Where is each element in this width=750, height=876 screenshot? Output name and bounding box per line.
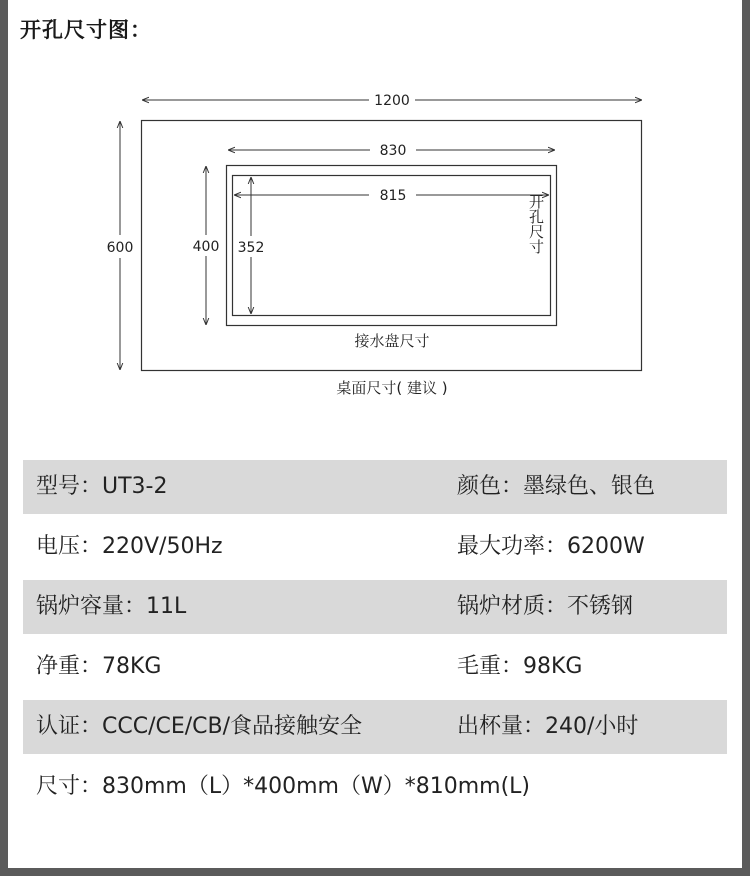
spec-row-weight: [23, 640, 727, 694]
spec-voltage: 电压：220V/50Hz: [36, 534, 223, 559]
dim-352-label: 352: [237, 240, 265, 256]
spec-dimensions: 尺寸：830mm（L）*400mm（W）*810mm(L): [36, 774, 530, 799]
spec-certification: 认证：CCC/CE/CB/食品接触安全: [36, 714, 363, 739]
spec-sheet: [8, 0, 742, 868]
desk-size-label: 桌面尺寸( 建议 ): [336, 379, 448, 397]
cutout-dimension-diagram: [8, 0, 742, 420]
drip-tray-size-label: 接水盘尺寸: [354, 332, 430, 350]
spec-row-dimensions: [23, 760, 727, 814]
spec-boiler-capacity: 锅炉容量：11L: [36, 594, 187, 619]
cutout-size-label: 开孔尺寸: [527, 194, 545, 254]
spec-row-certification: [23, 700, 727, 754]
spec-model: 型号：UT3-2: [36, 474, 168, 499]
dim-600-label: 600: [106, 240, 134, 256]
spec-row-model: [23, 460, 727, 514]
spec-output: 出杯量：240/小时: [457, 714, 639, 739]
dim-815-label: 815: [379, 188, 407, 204]
spec-gross-weight: 毛重：98KG: [457, 654, 583, 679]
spec-color: 颜色：墨绿色、银色: [457, 474, 656, 499]
dim-400-label: 400: [192, 239, 220, 255]
page-title: 开孔尺寸图：: [20, 18, 152, 42]
spec-boiler-material: 锅炉材质：不锈钢: [457, 594, 634, 619]
spec-net-weight: 净重：78KG: [36, 654, 162, 679]
dim-830-label: 830: [379, 143, 407, 159]
spec-row-voltage: [23, 520, 727, 574]
spec-max-power: 最大功率：6200W: [457, 534, 645, 559]
spec-row-boiler: [23, 580, 727, 634]
dim-1200-label: 1200: [374, 93, 410, 109]
